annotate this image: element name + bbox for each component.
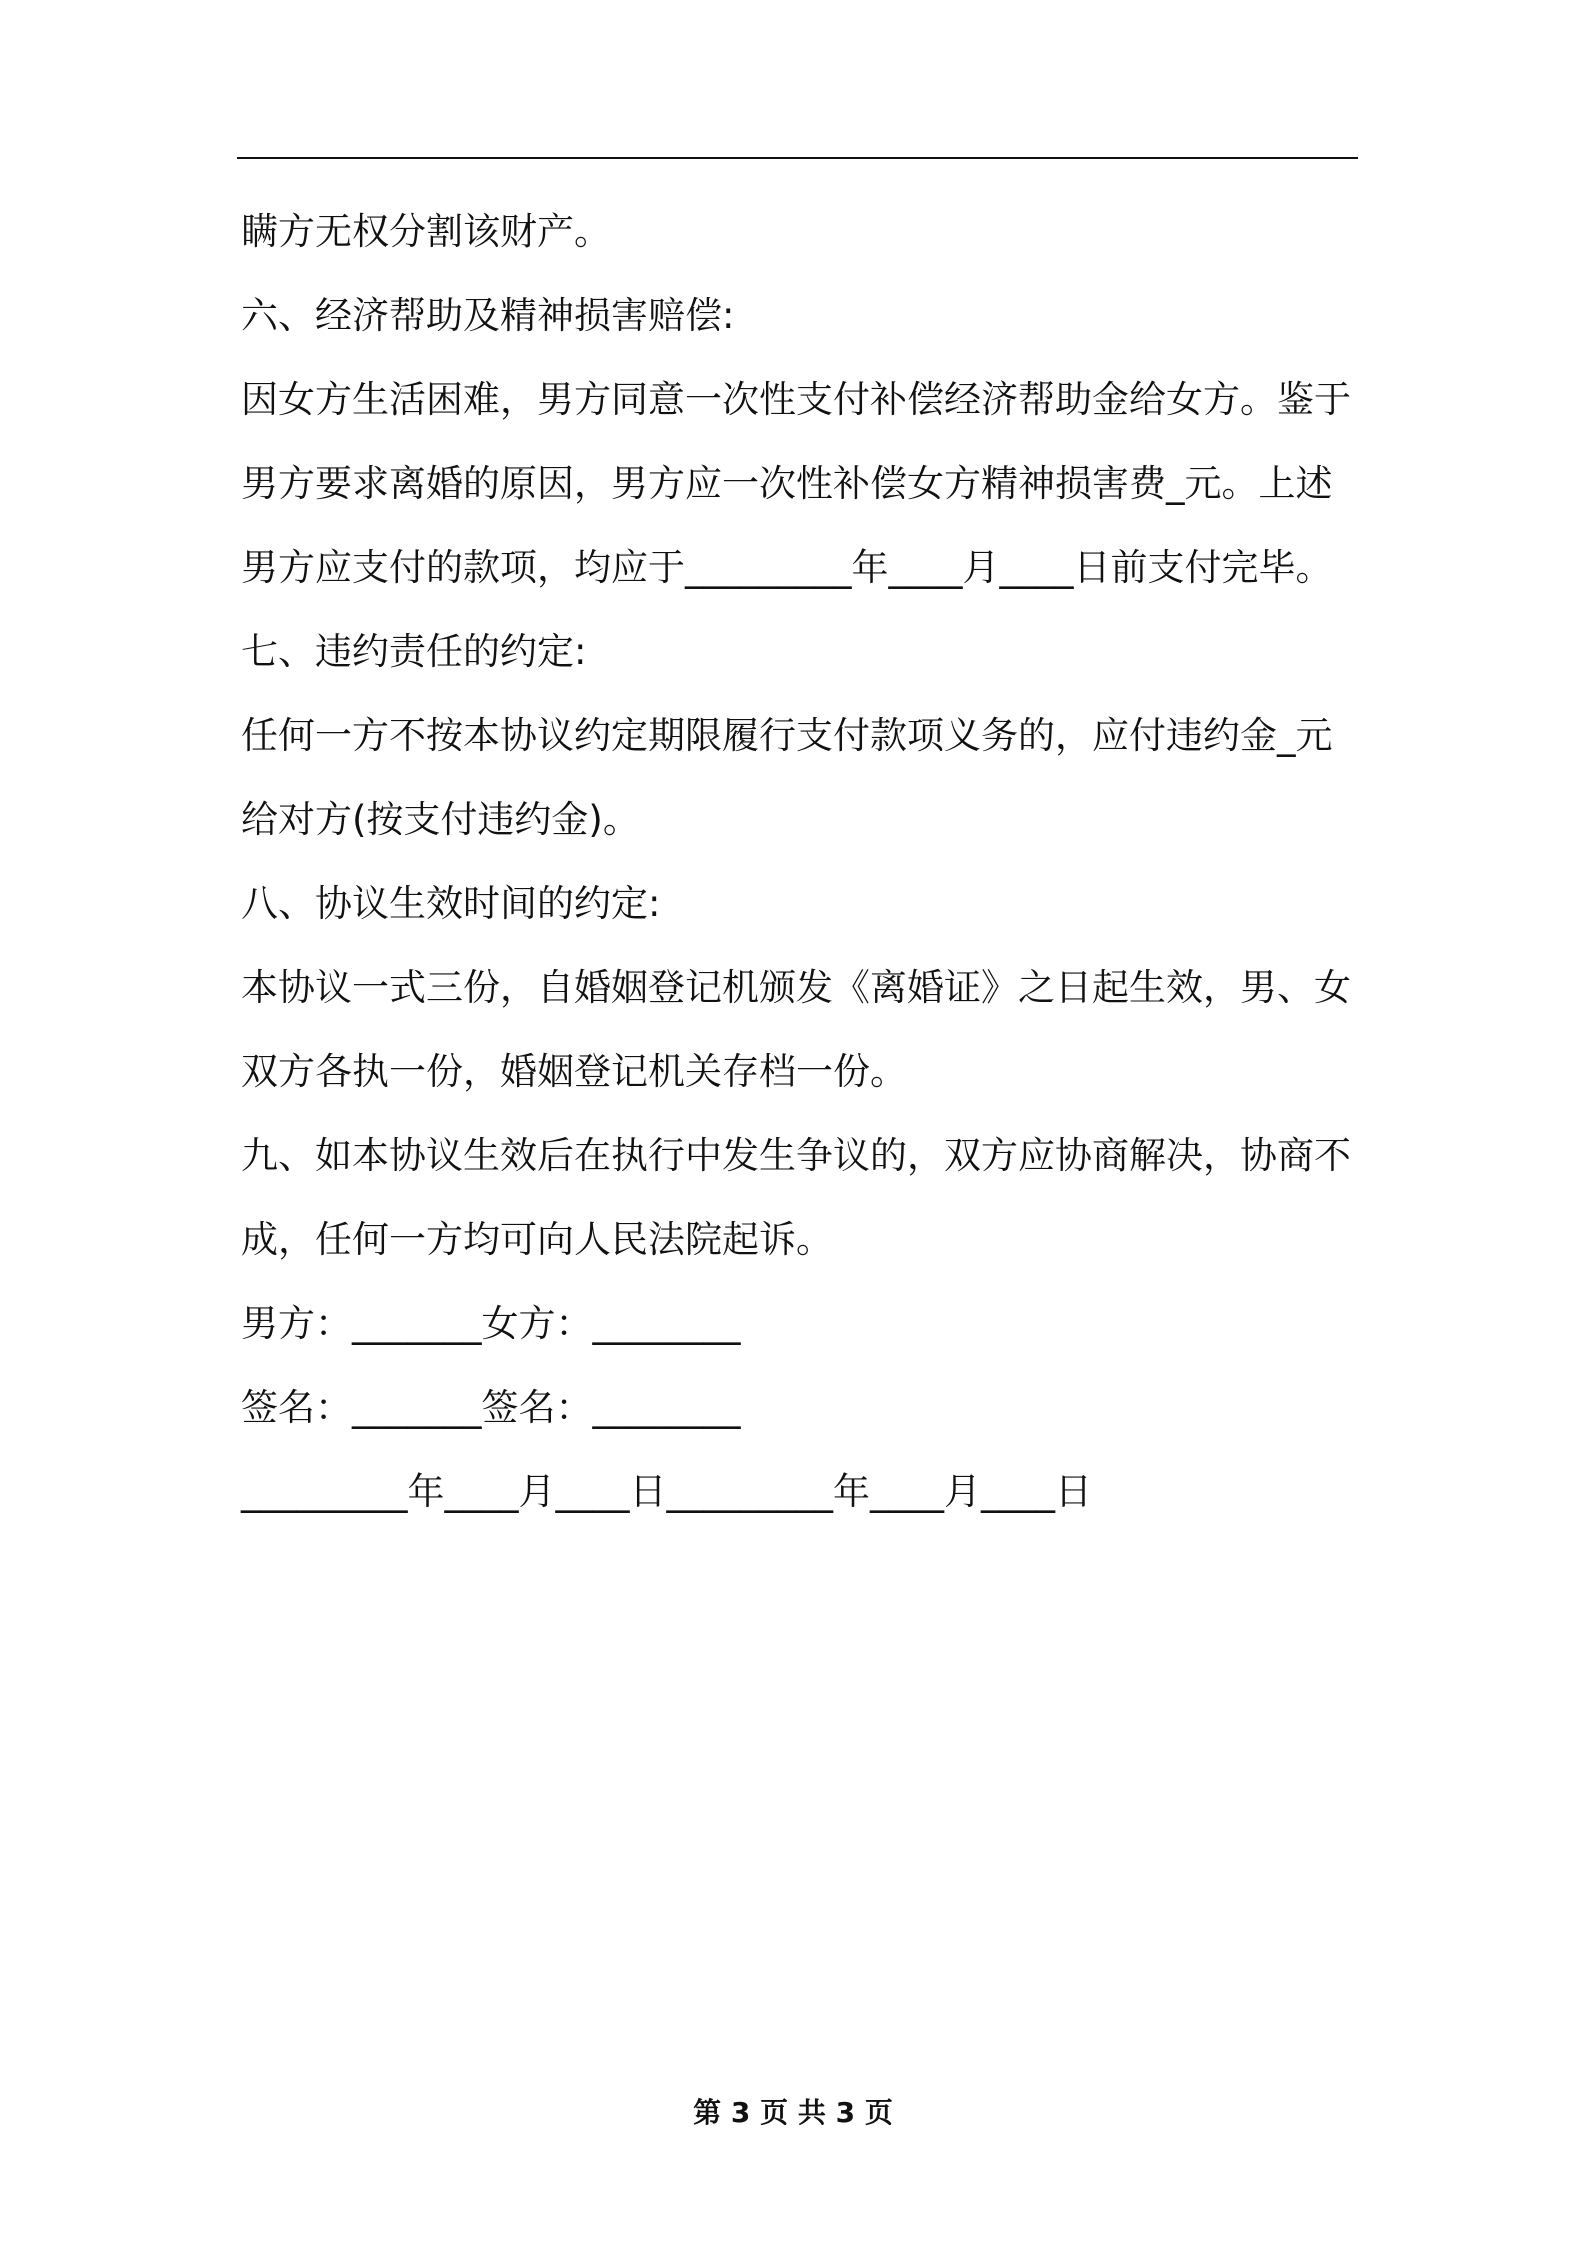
paragraph-line: 给对方(按支付违约金)。	[241, 798, 640, 841]
date-line: _________年____月____日_________年____月____日	[241, 1470, 1092, 1513]
section-heading-8: 八、协议生效时间的约定:	[241, 882, 661, 925]
paragraph-line: 男方应支付的款项，均应于_________年____月____日前支付完毕。	[241, 546, 1333, 589]
paragraph-line: 任何一方不按本协议约定期限履行支付款项义务的，应付违约金_元	[241, 714, 1333, 757]
paragraph-line: 本协议一式三份，自婚姻登记机颁发《离婚证》之日起生效，男、女	[241, 966, 1351, 1009]
header-divider	[237, 157, 1358, 159]
paragraph-line: 因女方生活困难，男方同意一次性支付补偿经济帮助金给女方。鉴于	[241, 378, 1351, 421]
page-number: 第 3 页 共 3 页	[693, 2096, 893, 2129]
signature-line: 签名：_______签名：________	[241, 1386, 741, 1429]
paragraph-line: 男方要求离婚的原因，男方应一次性补偿女方精神损害费_元。上述	[241, 462, 1333, 505]
section-heading-6: 六、经济帮助及精神损害赔偿:	[241, 294, 735, 337]
paragraph-line: 双方各执一份，婚姻登记机关存档一份。	[241, 1050, 907, 1093]
agreement-body	[241, 190, 1361, 1534]
section-heading-9: 九、如本协议生效后在执行中发生争议的，双方应协商解决，协商不	[241, 1134, 1351, 1177]
paragraph-line: 成，任何一方均可向人民法院起诉。	[241, 1218, 833, 1261]
paragraph-line: 瞒方无权分割该财产。	[241, 210, 611, 253]
section-heading-7: 七、违约责任的约定:	[241, 630, 587, 673]
party-names-line: 男方：_______女方：________	[241, 1302, 741, 1345]
